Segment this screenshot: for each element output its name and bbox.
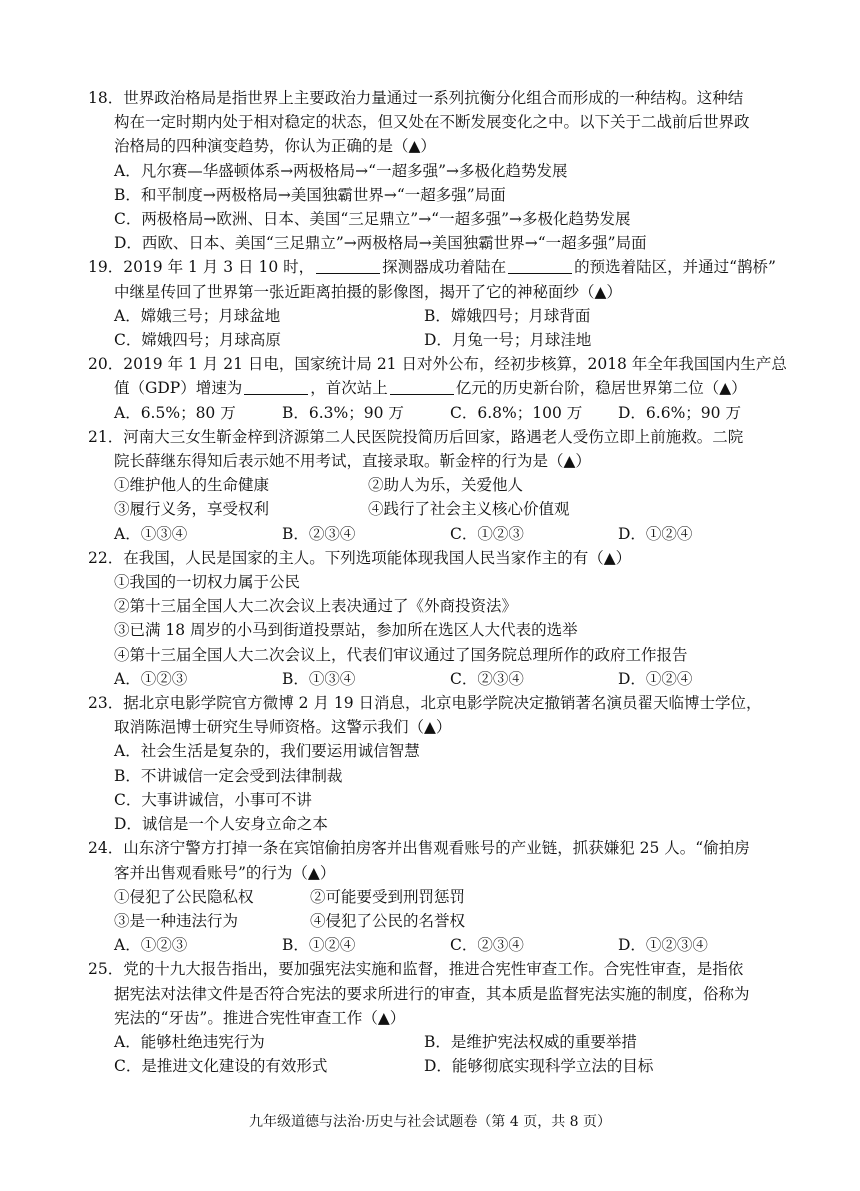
question-22-option-d: D．①②④ (618, 669, 693, 688)
question-22 (88, 546, 804, 691)
question-21-item-2: ②助人为乐，关爱他人 (368, 476, 524, 495)
question-23-line-2: 取消陈浥博士研究生导师资格。这警示我们（▲） (114, 718, 452, 737)
question-19-option-b: B．嫦娥四号；月球背面 (424, 306, 591, 325)
question-21-item-3: ③履行义务，享受权利 (114, 500, 270, 519)
answer-blank (508, 259, 572, 274)
question-25-options-row-2 (88, 1054, 804, 1078)
question-18-option-a: A．凡尔赛—华盛顿体系→两极格局→“一超多强”→多极化趋势发展 (114, 161, 568, 180)
question-25-line-3: 宪法的“牙齿”。推进合宪性审查工作（▲） (114, 1008, 406, 1027)
question-19-text-b: 探测器成功着陆在 (382, 258, 507, 277)
question-18-option-b: B．和平制度→两极格局→美国独霸世界→“一超多强”局面 (114, 185, 506, 204)
question-25-option-a: A．能够杜绝违宪行为 (114, 1032, 265, 1051)
question-22-option-a: A．①②③ (114, 669, 188, 688)
question-25-option-b: B．是维护宪法权威的重要举措 (424, 1032, 637, 1051)
question-18-option-c: C．两极格局→欧洲、日本、美国“三足鼎立”→“一超多强”→多极化趋势发展 (114, 210, 631, 229)
question-20-text-a: 值（GDP）增速为 (114, 379, 243, 398)
question-22-item-4: ④第十三届全国人大二次会议上，代表们审议通过了国务院总理所作的政府工作报告 (114, 645, 688, 664)
question-22-item-1: ①我国的一切权力属于公民 (114, 573, 301, 592)
question-21-item-4: ④践行了社会主义核心价值观 (368, 500, 570, 519)
question-24-option-c: C．②③④ (450, 936, 524, 955)
question-23 (88, 691, 804, 836)
question-list (88, 86, 804, 1078)
question-20-option-c: C．6.8%；100 万 (450, 403, 583, 422)
question-24-line-2: 客并出售观看账号”的行为（▲） (114, 863, 336, 882)
question-20-line-2 (88, 376, 804, 400)
question-23-option-a: A．社会生活是复杂的，我们要运用诚信智慧 (114, 742, 420, 761)
question-25 (88, 957, 804, 1078)
question-21-items-row-2 (88, 497, 804, 521)
question-24-items-row-1 (88, 885, 804, 909)
question-19-options-row-2 (88, 328, 804, 352)
question-21-option-a: A．①③④ (114, 524, 188, 543)
question-21-options (88, 522, 804, 546)
question-19-text-c: 的预选着陆区，并通过“鹊桥” (574, 258, 776, 277)
answer-blank (390, 380, 454, 395)
question-20-text-c: 亿元的历史新台阶，稳居世界第二位（▲） (455, 379, 747, 398)
question-19-line-1 (88, 255, 804, 279)
question-25-line-1: 25．党的十九大报告指出，要加强宪法实施和监督，推进合宪性审查工作。合宪性审查，是指依 (88, 960, 744, 979)
question-24-item-3: ③是一种违法行为 (114, 911, 239, 930)
question-23-option-c: C．大事讲诚信，小事可不讲 (114, 790, 312, 809)
question-21-items-row-1 (88, 473, 804, 497)
question-19-option-d: D．月兔一号；月球洼地 (424, 331, 592, 350)
question-23-line-1: 23．据北京电影学院官方微博 2 月 19 日消息，北京电影学院决定撤销著名演员翟天临博士学位， (88, 694, 762, 713)
question-22-item-2: ②第十三届全国人大二次会议上表决通过了《外商投资法》 (114, 597, 518, 616)
question-24-option-b: B．①②④ (282, 936, 356, 955)
question-20-text-b: ，首次站上 (310, 379, 388, 398)
question-22-option-b: B．①③④ (282, 669, 356, 688)
question-24-option-a: A．①②③ (114, 936, 188, 955)
page-footer: 九年级道德与法治·历史与社会试题卷（第 4 页，共 8 页） (248, 1114, 612, 1130)
question-20-options (88, 401, 804, 425)
question-24-items-row-2 (88, 909, 804, 933)
question-18 (88, 86, 804, 255)
question-24-item-1: ①侵犯了公民隐私权 (114, 887, 254, 906)
question-22-item-3: ③已满 18 周岁的小马到街道投票站，参加所在选区人大代表的选举 (114, 621, 578, 640)
question-18-line-2: 构在一定时期内处于相对稳定的状态，但又处在不断发展变化之中。以下关于二战前后世界政 (114, 113, 750, 132)
question-20-option-d: D．6.6%；90 万 (618, 403, 741, 422)
question-19-options-row-1 (88, 304, 804, 328)
question-19-text-a: 19．2019 年 1 月 3 日 10 时， (88, 258, 315, 277)
answer-blank (244, 380, 308, 395)
question-19-line-2: 中继星传回了世界第一张近距离拍摄的影像图，揭开了它的神秘面纱（▲） (114, 282, 622, 301)
question-22-line-1: 22．在我国，人民是国家的主人。下列选项能体现我国人民当家作主的有（▲） (88, 548, 632, 567)
question-18-line-3: 治格局的四种演变趋势，你认为正确的是（▲） (114, 137, 436, 156)
question-21-option-c: C．①②③ (450, 524, 524, 543)
question-24-item-2: ②可能要受到刑罚惩罚 (310, 887, 466, 906)
question-24 (88, 836, 804, 957)
question-21-item-1: ①维护他人的生命健康 (114, 476, 270, 495)
question-25-option-c: C．是推进文化建设的有效形式 (114, 1057, 328, 1076)
question-20 (88, 352, 804, 425)
question-21-line-1: 21．河南大三女生靳金梓到济源第二人民医院投简历后回家，路遇老人受伤立即上前施救。二院 (88, 427, 744, 446)
question-20-option-a: A．6.5%；80 万 (114, 403, 236, 422)
question-18-line-1: 18．世界政治格局是指世界上主要政治力量通过一系列抗衡分化组合而形成的一种结构。这种结 (88, 89, 744, 107)
question-20-option-b: B．6.3%；90 万 (282, 403, 404, 422)
question-20-line-1: 20．2019 年 1 月 21 日电，国家统计局 21 日对外公布，经初步核算，2018 年全年我国国内生产总 (88, 355, 787, 374)
question-24-option-d: D．①②③④ (618, 936, 708, 955)
question-19 (88, 255, 804, 352)
question-21 (88, 425, 804, 546)
question-22-option-c: C．②③④ (450, 669, 524, 688)
question-23-option-d: D．诚信是一个人安身立命之本 (114, 815, 328, 834)
answer-blank (316, 259, 380, 274)
question-21-option-d: D．①②④ (618, 524, 693, 543)
question-25-option-d: D．能够彻底实现科学立法的目标 (424, 1057, 654, 1076)
question-25-line-2: 据宪法对法律文件是否符合宪法的要求所进行的审查，其本质是监督宪法实施的制度，俗称为 (114, 984, 750, 1003)
question-21-line-2: 院长薛继东得知后表示她不用考试，直接录取。靳金梓的行为是（▲） (114, 452, 591, 471)
question-24-options (88, 933, 804, 957)
question-19-option-a: A．嫦娥三号；月球盆地 (114, 306, 281, 325)
question-25-options-row-1 (88, 1030, 804, 1054)
question-24-item-4: ④侵犯了公民的名誉权 (310, 911, 466, 930)
question-18-option-d: D．西欧、日本、美国“三足鼎立”→两极格局→美国独霸世界→“一超多强”局面 (114, 234, 647, 253)
question-23-option-b: B．不讲诚信一定会受到法律制裁 (114, 766, 343, 785)
question-22-options (88, 667, 804, 691)
question-19-option-c: C．嫦娥四号；月球高原 (114, 331, 281, 350)
question-21-option-b: B．②③④ (282, 524, 356, 543)
question-24-line-1: 24．山东济宁警方打掉一条在宾馆偷拍房客并出售观看账号的产业链，抓获嫌犯 25 人。“偷拍房 (88, 839, 750, 858)
